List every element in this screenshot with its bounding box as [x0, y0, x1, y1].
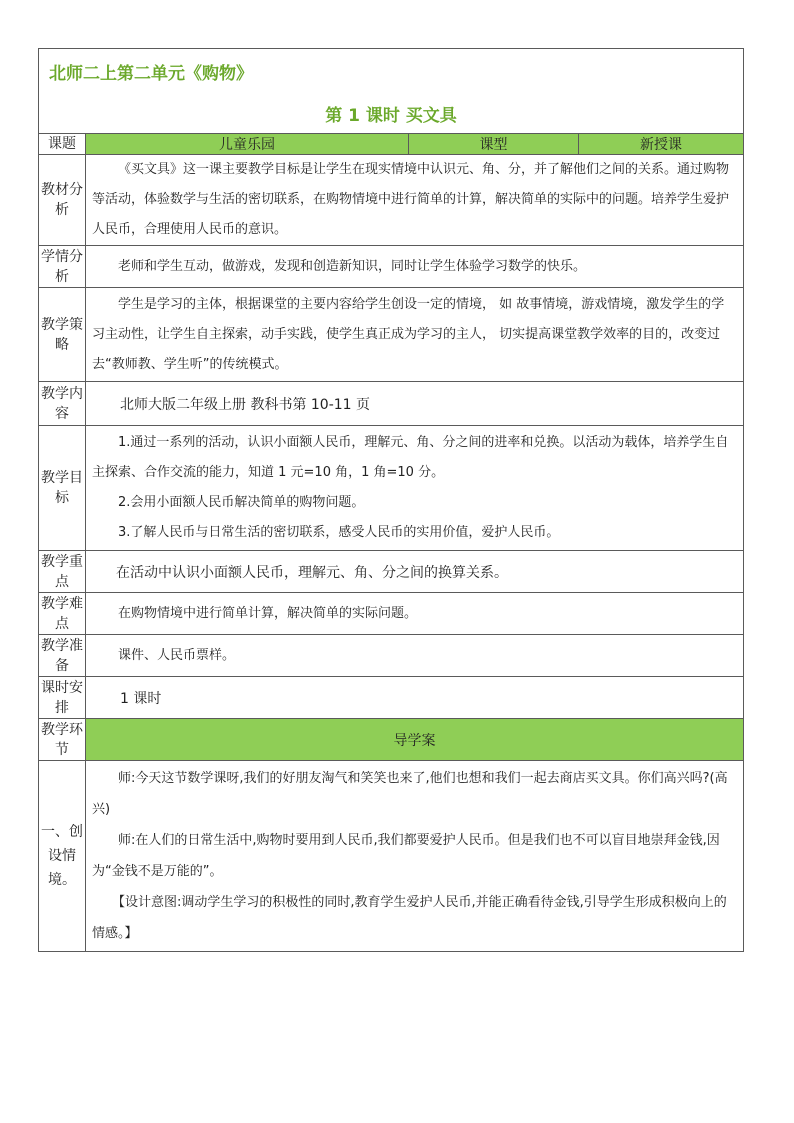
scene-paragraph: 师:今天这节数学课呀,我们的好朋友淘气和笑笑也来了,他们也想和我们一起去商店买文具。你们高兴吗?(高兴)	[92, 771, 728, 817]
preparation-label: 教学准备	[39, 635, 86, 677]
topic-value: 儿童乐园	[86, 134, 409, 155]
schedule-text: 1 课时	[86, 677, 744, 719]
lesson-plan-table	[38, 48, 744, 952]
content-text: 北师大版二年级上册 教科书第 10-11 页	[86, 382, 744, 426]
section-label: 教学环节	[39, 719, 86, 761]
preparation-text: 课件、人民币票样。	[86, 635, 744, 677]
students-label: 学情分析	[39, 246, 86, 288]
goals-list	[86, 426, 744, 551]
scene-content	[86, 761, 744, 952]
goal-item: 3.了解人民币与日常生活的密切联系，感受人民币的实用价值，爱护人民币。	[118, 525, 560, 540]
goal-item: 2.会用小面额人民币解决简单的购物问题。	[118, 495, 365, 510]
students-text: 老师和学生互动，做游戏，发现和创造新知识，同时让学生体验学习数学的快乐。	[86, 246, 744, 288]
goals-label: 教学目标	[39, 426, 86, 551]
scene-paragraph: 【设计意图:调动学生学习的积极性的同时,教育学生爱护人民币,并能正确看待金钱,引导学生形成积极向上的情感。】	[92, 895, 727, 941]
unit-title: 北师二上第二单元《购物》	[49, 64, 253, 84]
topic-label: 课题	[39, 134, 86, 155]
strategy-text: 学生是学习的主体，根据课堂的主要内容给学生创设一定的情境， 如 故事情境，游戏情境，激发学生的学习主动性，让学生自主探索，动手实践，使学生真正成为学习的主人， 切实提高课堂教学效率的目的，改变过去“教师教、学生听”的传统模式。	[86, 288, 744, 382]
section-header: 导学案	[86, 719, 744, 761]
key-points-label: 教学重点	[39, 551, 86, 593]
lesson-title: 第 1 课时 买文具	[325, 106, 457, 126]
material-text: 《买文具》这一课主要教学目标是让学生在现实情境中认识元、角、分，并了解他们之间的关系。通过购物等活动，体验数学与生活的密切联系，在购物情境中进行简单的计算，解决简单的实际中的问题。培养学生爱护人民币，合理使用人民币的意识。	[86, 155, 744, 246]
type-label: 课型	[409, 134, 579, 155]
scene-paragraph: 师:在人们的日常生活中,购物时要用到人民币,我们都要爱护人民币。但是我们也不可以盲目地崇拜金钱,因为“金钱不是万能的”。	[92, 833, 720, 879]
difficulties-text: 在购物情境中进行简单计算，解决简单的实际问题。	[86, 593, 744, 635]
material-label: 教材分析	[39, 155, 86, 246]
strategy-label: 教学策略	[39, 288, 86, 382]
scene-label: 一、创设情境。	[39, 761, 86, 952]
lesson-plan-sheet	[38, 48, 743, 952]
content-label: 教学内容	[39, 382, 86, 426]
goal-item: 1.通过一系列的活动，认识小面额人民币，理解元、角、分之间的进率和兑换。以活动为载体，培养学生自主探索、合作交流的能力，知道 1 元=10 角，1 角=10 分。	[92, 435, 729, 480]
type-value: 新授课	[579, 134, 744, 155]
title-cell	[39, 49, 744, 134]
difficulties-label: 教学难点	[39, 593, 86, 635]
key-points-text: 在活动中认识小面额人民币，理解元、角、分之间的换算关系。	[86, 551, 744, 593]
schedule-label: 课时安排	[39, 677, 86, 719]
